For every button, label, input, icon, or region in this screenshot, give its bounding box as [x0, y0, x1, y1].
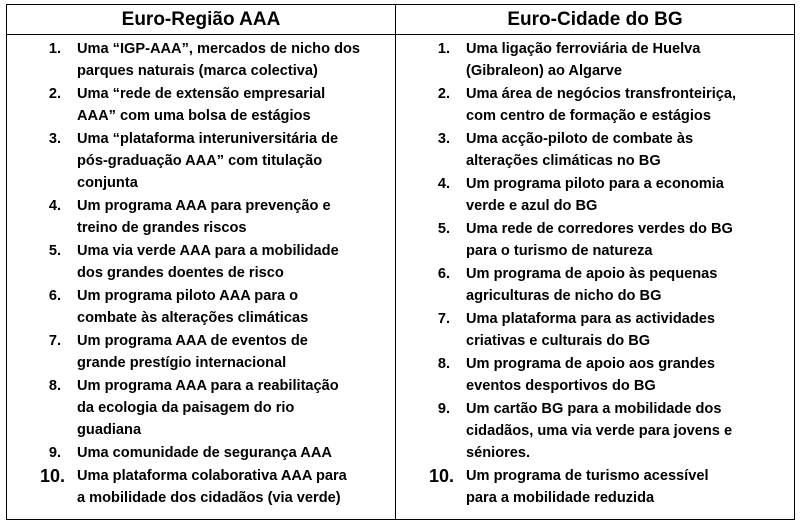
- item-text: Um programa de apoio aos grandes eventos desportivos do BG: [466, 356, 715, 394]
- list-item: [7, 465, 391, 509]
- list-item: [396, 353, 790, 397]
- item-number: 4.: [48, 198, 61, 214]
- item-text: Uma comunidade de segurança AAA: [77, 445, 332, 461]
- item-number: 1.: [437, 41, 450, 57]
- item-text: Uma “IGP-AAA”, mercados de nicho dos parques naturais (marca colectiva): [77, 41, 361, 79]
- list-item: [7, 240, 391, 284]
- item-text: Uma acção-piloto de combate às alterações climáticas no BG: [466, 131, 694, 169]
- list-item: [396, 38, 790, 82]
- item-text: Um programa de turismo acessível para a mobilidade reduzida: [466, 468, 709, 506]
- list-item: [396, 128, 790, 172]
- item-number: 10.: [39, 466, 65, 486]
- list-item: [7, 38, 391, 82]
- list-item: [396, 218, 790, 262]
- list-item: [7, 442, 391, 464]
- list-item: [7, 195, 391, 239]
- item-number: 4.: [437, 176, 450, 192]
- right-column: [396, 5, 794, 519]
- item-number: 3.: [437, 131, 450, 147]
- list-item: [396, 465, 790, 509]
- item-text: Um cartão BG para a mobilidade dos cidadãos, uma via verde para jovens e séniores.: [466, 401, 733, 461]
- item-text: Um programa AAA para prevenção e treino de grandes riscos: [77, 198, 331, 236]
- list-item: [7, 128, 391, 194]
- list-item: [396, 308, 790, 352]
- item-text: Uma plataforma colaborativa AAA para a mobilidade dos cidadãos (via verde): [77, 468, 347, 506]
- item-number: 6.: [437, 266, 450, 282]
- item-number: 8.: [437, 356, 450, 372]
- item-text: Uma “rede de extensão empresarial AAA” com uma bolsa de estágios: [77, 86, 326, 124]
- item-text: Um programa piloto para a economia verde e azul do BG: [466, 176, 724, 214]
- item-number: 7.: [437, 311, 450, 327]
- item-number: 10.: [428, 466, 454, 486]
- item-number: 8.: [48, 378, 61, 394]
- comparison-table: [6, 4, 795, 520]
- item-text: Um programa piloto AAA para o combate às alterações climáticas: [77, 288, 309, 326]
- item-number: 6.: [48, 288, 61, 304]
- list-item: [396, 173, 790, 217]
- left-list: [7, 35, 395, 509]
- list-item: [396, 83, 790, 127]
- left-column: [7, 5, 396, 519]
- list-item: [396, 398, 790, 464]
- list-item: [7, 330, 391, 374]
- list-item: [7, 83, 391, 127]
- item-number: 5.: [48, 243, 61, 259]
- item-text: Uma plataforma para as actividades criativas e culturais do BG: [466, 311, 716, 349]
- list-item: [7, 375, 391, 441]
- item-text: Um programa AAA de eventos de grande prestígio internacional: [77, 333, 308, 371]
- item-text: Uma “plataforma interuniversitária de pós-graduação AAA” com titulação conjunta: [77, 131, 339, 191]
- item-text: Uma via verde AAA para a mobilidade dos grandes doentes de risco: [77, 243, 339, 281]
- item-text: Um programa de apoio às pequenas agriculturas de nicho do BG: [466, 266, 718, 304]
- list-item: [7, 285, 391, 329]
- item-text: Uma ligação ferroviária de Huelva (Gibraleon) ao Algarve: [466, 41, 701, 79]
- item-number: 3.: [48, 131, 61, 147]
- item-number: 9.: [437, 401, 450, 417]
- item-number: 2.: [48, 86, 61, 102]
- item-number: 7.: [48, 333, 61, 349]
- item-number: 2.: [437, 86, 450, 102]
- right-list: [396, 35, 794, 509]
- item-number: 5.: [437, 221, 450, 237]
- item-text: Um programa AAA para a reabilitação da ecologia da paisagem do rio guadiana: [77, 378, 339, 438]
- item-text: Uma área de negócios transfronteiriça, com centro de formação e estágios: [466, 86, 737, 124]
- item-number: 9.: [48, 445, 61, 461]
- item-text: Uma rede de corredores verdes do BG para o turismo de natureza: [466, 221, 733, 259]
- list-item: [396, 263, 790, 307]
- item-number: 1.: [48, 41, 61, 57]
- left-column-header: Euro-Região AAA: [7, 5, 395, 35]
- right-column-header: Euro-Cidade do BG: [396, 5, 794, 35]
